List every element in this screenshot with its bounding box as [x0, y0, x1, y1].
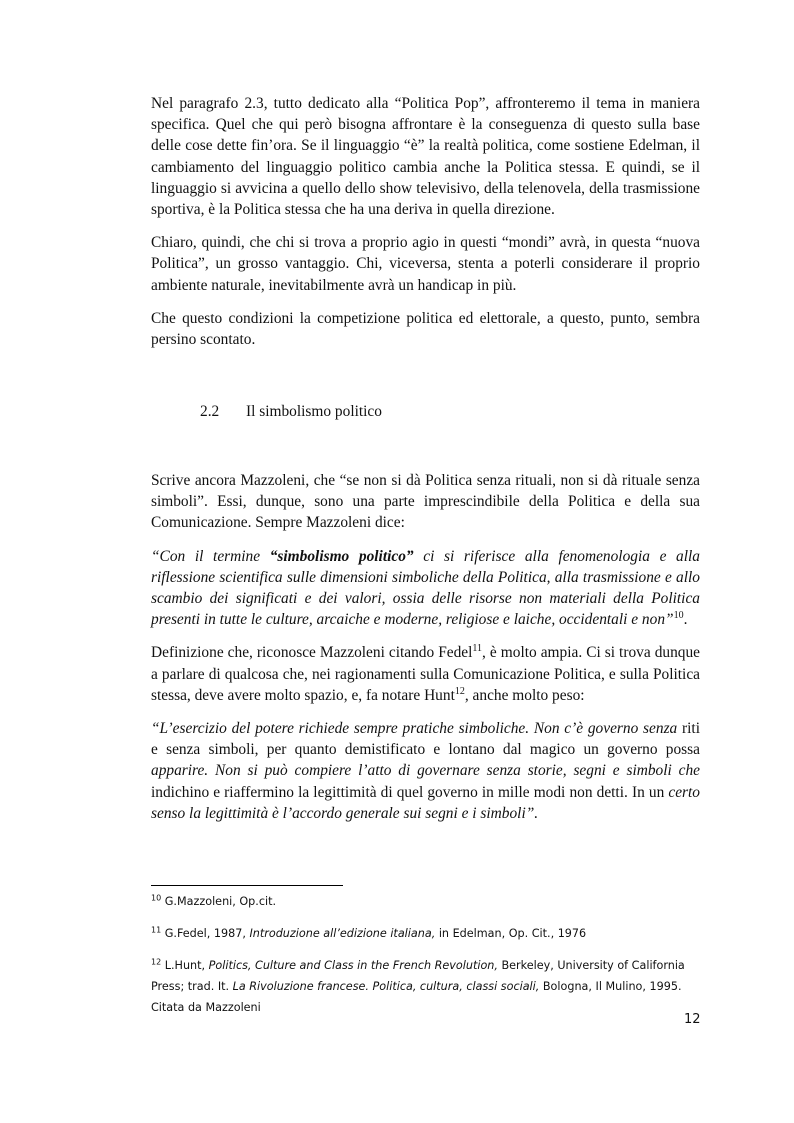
footnote-11: [151, 923, 711, 944]
footnote-number: 11: [151, 925, 162, 935]
footnote-text: Bologna, Il Mulino, 1995. Citata da Mazzoleni: [151, 980, 682, 1014]
paragraph-text: , anche molto peso:: [464, 686, 585, 704]
footnote-10: [151, 891, 711, 912]
quote-text: apparire. Non si può compiere l’atto di governare senza storie, segni e simboli che: [151, 762, 700, 780]
paragraph-nuova-politica: Chiaro, quindi, che chi si trova a proprio agio in questi “mondi” avrà, in questa “nuova Politica”, un grosso vantaggio. Chi, viceversa, stenta a poterli considerare il proprio ambiente naturale, inevitabilmente avrà un handicap in più.: [151, 234, 700, 294]
quote-hunt: [151, 718, 700, 824]
footnote-text: Politics, Culture and Class in the French Revolution,: [208, 959, 498, 972]
paragraph-politica-pop: Nel paragrafo 2.3, tutto dedicato alla “Politica Pop”, affronteremo il tema in maniera specifica. Quel che qui però bisogna affrontare è la conseguenza di questo sulla base delle cose dette fin’ora. Se il linguaggio “è” la realtà politica, come sostiene Edelman, il cambiamento del linguaggio politico cambia anche la Politica stessa. E quindi, se il linguaggio si avvicina a quello dello show televisivo, della telenovela, della trasmissione sportiva, è la Politica stessa che ha una deriva in quella direzione.: [151, 95, 700, 219]
paragraph-definizione: [151, 642, 700, 706]
quote-punct: .: [683, 611, 688, 629]
footnote-text: G.Mazzoleni, Op.cit.: [164, 895, 277, 908]
footnotes: [151, 891, 711, 1029]
footnote-ref: 11: [472, 643, 483, 655]
quote-text: occidentali e non”: [559, 611, 674, 629]
footnote-text: Berkeley, University of California Press; trad. It.: [151, 959, 685, 993]
footnote-text: La Rivoluzione francese. Politica, cultura, classi sociali,: [232, 980, 540, 993]
footnote-ref: 12: [454, 685, 465, 697]
quote-text: ci si riferisce alla fenomenologia e alla riflessione scientifica sulle dimensioni simboliche della Politica, alla trasmissione e allo scambio dei significati e dei valori, ossia delle risorse non materiali della Politica presenti in tutte le culture, arcaiche e moderne, religiose e laiche,: [151, 547, 700, 629]
footnote-ref: 10: [673, 610, 684, 622]
footnote-text: Introduzione all’edizione italiana,: [249, 927, 436, 940]
paragraph-text: , è molto ampia. Ci si trova dunque a parlare di qualcosa che, nei ragionamenti sulla Comunicazione Politica, e sulla Politica stessa, deve avere molto spazio, e, fa notare Hunt: [151, 644, 701, 704]
footnote-text: L.Hunt,: [164, 959, 209, 972]
paragraph-text: Definizione che, riconosce Mazzoleni citando Fedel: [151, 644, 473, 662]
quote-text: riti e senza simboli, per quanto demistificato e lontano dal magico un governo possa: [151, 720, 700, 759]
footnote-separator: [151, 885, 343, 886]
section-title: Il simbolismo politico: [246, 403, 382, 420]
footnote-text: G.Fedel, 1987,: [164, 927, 250, 940]
footnote-number: 12: [151, 957, 162, 967]
quote-text: “L’esercizio del potere richiede sempre pratiche simboliche. Non c’è governo senza: [151, 720, 678, 738]
quote-text: indichino e riaffermino la legittimità di quel governo in mille modi non detti. In un: [151, 783, 669, 801]
quote-simbolismo: [151, 546, 700, 631]
quote-text: “Con il termine: [151, 547, 270, 565]
section-body: [151, 470, 700, 836]
intro-block: [151, 93, 700, 362]
section-number: 2.2: [200, 403, 220, 420]
paragraph-mazzoleni: Scrive ancora Mazzoleni, che “se non si dà Politica senza rituali, non si dà rituale senza simboli”. Essi, dunque, sono una parte imprescindibile della Politica e della sua Comunicazione. Sempre Mazzoleni dice:: [151, 472, 700, 532]
footnote-text: in Edelman, Op. Cit., 1976: [435, 927, 587, 940]
page-number: 12: [684, 1012, 701, 1027]
section-heading: [200, 401, 382, 422]
footnote-12: [151, 955, 711, 1018]
quote-text: certo senso la legittimità è l’accordo generale sui segni e i simboli”.: [151, 783, 700, 822]
quote-emphasis: “simbolismo politico”: [269, 547, 414, 565]
paragraph-competizione: Che questo condizioni la competizione politica ed elettorale, a questo, punto, sembra persino scontato.: [151, 309, 700, 349]
footnote-number: 10: [151, 893, 162, 903]
